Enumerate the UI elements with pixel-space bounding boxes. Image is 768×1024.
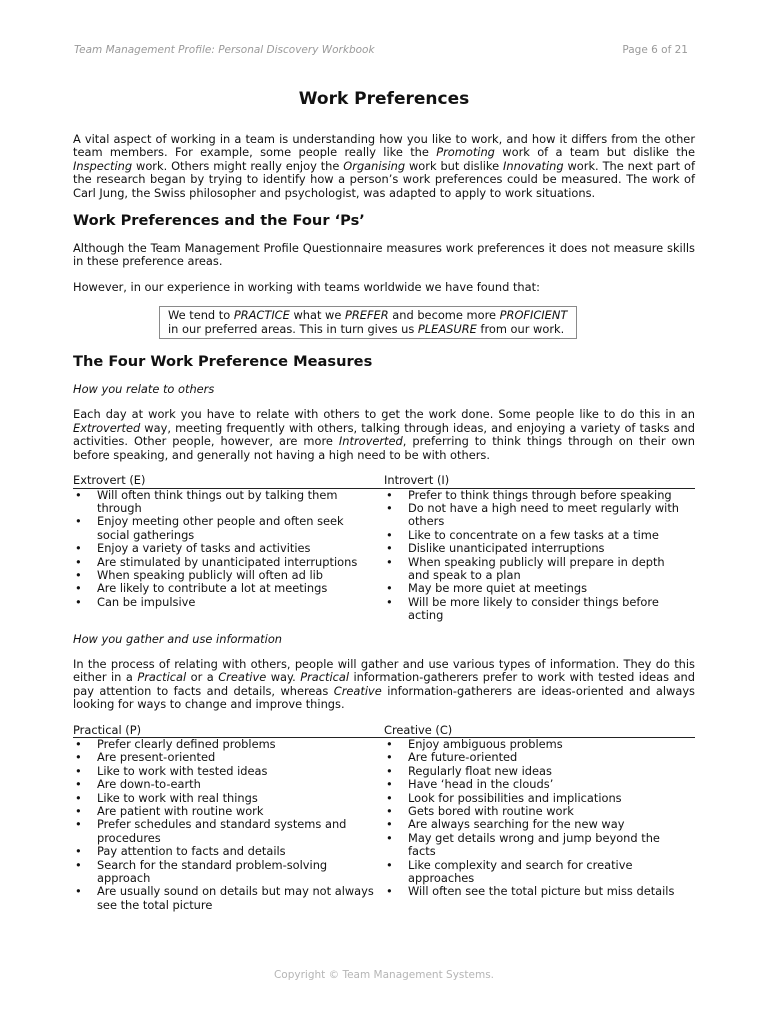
four-ps-quote-box: [159, 306, 577, 339]
list-item: • Like to concentrate on a few tasks at a time: [384, 529, 695, 542]
intro-paragraph: [73, 133, 695, 200]
emphasis-text: Introverted: [338, 434, 403, 449]
section-heading-four-ps: Work Preferences and the Four ‘Ps’: [73, 212, 365, 230]
page-header: [74, 44, 688, 56]
extrovert-introvert-table: [73, 474, 695, 622]
list-item: • Search for the standard problem-solving approach: [73, 859, 384, 886]
list-item: • Have ‘head in the clouds’: [384, 778, 695, 791]
list-item: • Are likely to contribute a lot at meetings: [73, 582, 384, 595]
list-item: • Do not have a high need to meet regularly with others: [384, 502, 695, 529]
practical-list: [73, 738, 384, 912]
list-item: • Look for possibilities and implications: [384, 792, 695, 805]
text-run: A vital aspect of working in a team is understanding how you like to work, and how it differs from the other team members. For example, some people really like the: [73, 132, 695, 160]
list-item: • Can be impulsive: [73, 596, 384, 609]
emphasis-text: Practical: [300, 670, 350, 685]
page-number: Page 6 of 21: [622, 44, 688, 56]
text-run: from our work.: [476, 321, 565, 336]
page-title: Work Preferences: [298, 89, 470, 109]
text-run: way.: [266, 670, 301, 685]
list-item: • Enjoy ambiguous problems: [384, 738, 695, 751]
creative-header: Creative (C): [384, 724, 695, 738]
text-run: , preferring to think things through on their own before speaking, and generally not having a high need to be with others.: [73, 434, 695, 462]
list-item: • Are present-oriented: [73, 751, 384, 764]
emphasis-text: PRACTICE: [233, 308, 290, 323]
text-run: way, meeting frequently with others, talking through ideas, and enjoying a variety of tasks and activities. Other people, however, are more: [73, 420, 695, 449]
list-item: • Prefer clearly defined problems: [73, 738, 384, 751]
emphasis-text: Creative: [333, 683, 382, 698]
relate-paragraph: [73, 408, 695, 462]
list-item: • Will often see the total picture but miss details: [384, 885, 695, 898]
list-item: • Enjoy a variety of tasks and activities: [73, 542, 384, 555]
emphasis-text: Organising: [343, 158, 406, 173]
list-item: • Pay attention to facts and details: [73, 845, 384, 858]
list-item: • Gets bored with routine work: [384, 805, 695, 818]
list-item: • Are patient with routine work: [73, 805, 384, 818]
list-item: • May get details wrong and jump beyond the facts: [384, 832, 695, 859]
list-item: • Regularly float new ideas: [384, 765, 695, 778]
page-footer: Copyright © Team Management Systems.: [273, 969, 495, 981]
emphasis-text: Practical: [137, 670, 187, 685]
text-run: work but dislike: [405, 158, 504, 173]
list-item: • Enjoy meeting other people and often seek social gatherings: [73, 515, 384, 542]
emphasis-text: PROFICIENT: [499, 308, 568, 323]
extrovert-list: [73, 489, 384, 610]
extrovert-header: Extrovert (E): [73, 474, 384, 488]
list-item: • Are usually sound on details but may not always see the total picture: [73, 885, 384, 912]
emphasis-text: Inspecting: [73, 158, 133, 173]
experience-paragraph: However, in our experience in working with teams worldwide we have found that:: [73, 279, 540, 294]
emphasis-text: Promoting: [436, 145, 495, 160]
text-run: or a: [186, 670, 219, 685]
list-item: • Prefer to think things through before speaking: [384, 489, 695, 502]
list-item: • Will be more likely to consider things before acting: [384, 596, 695, 623]
text-run: Each day at work you have to relate with others to get the work done. Some people like to do this in an: [73, 407, 695, 422]
subheading-relate: How you relate to others: [73, 382, 215, 397]
list-item: • May be more quiet at meetings: [384, 582, 695, 595]
list-item: • Are stimulated by unanticipated interruptions: [73, 556, 384, 569]
page-content: [73, 88, 695, 922]
text-run: in our preferred areas. This in turn gives us: [168, 321, 418, 336]
list-item: • Are down-to-earth: [73, 778, 384, 791]
emphasis-text: PREFER: [345, 308, 389, 323]
creative-list: [384, 738, 695, 899]
emphasis-text: Innovating: [503, 158, 564, 173]
list-item: • Will often think things out by talking them through: [73, 489, 384, 516]
list-item: • When speaking publicly will prepare in depth and speak to a plan: [384, 556, 695, 583]
list-item: • Like complexity and search for creative approaches: [384, 859, 695, 886]
introvert-header: Introvert (I): [384, 474, 695, 488]
text-run: work. Others might really enjoy the: [132, 158, 344, 173]
gather-paragraph: [73, 658, 695, 712]
text-run: work of a team but dislike the: [494, 145, 695, 160]
list-item: • Like to work with tested ideas: [73, 765, 384, 778]
text-run: what we: [289, 308, 345, 323]
list-item: • Prefer schedules and standard systems and procedures: [73, 818, 384, 845]
skills-paragraph: Although the Team Management Profile Questionnaire measures work preferences it does not measure skills in these preference areas.: [73, 241, 695, 269]
practical-creative-table: [73, 724, 695, 913]
subheading-gather: How you gather and use information: [73, 631, 283, 646]
list-item: • Dislike unanticipated interruptions: [384, 542, 695, 555]
introvert-list: [384, 489, 695, 623]
text-run: In the process of relating with others, people will gather and use various types of information. They do this either in a: [73, 656, 695, 685]
list-item: • Like to work with real things: [73, 792, 384, 805]
text-run: information-gatherers are ideas-oriented and always looking for ways to change and improve things.: [73, 683, 695, 712]
list-item: • Are future-oriented: [384, 751, 695, 764]
text-run: information-gatherers prefer to work with tested ideas and pay attention to facts and details, whereas: [73, 670, 695, 698]
emphasis-text: Extroverted: [73, 420, 141, 435]
emphasis-text: PLEASURE: [417, 321, 477, 336]
header-title: Team Management Profile: Personal Discovery Workbook: [74, 44, 375, 56]
emphasis-text: Creative: [218, 670, 267, 685]
section-heading-measures: The Four Work Preference Measures: [73, 353, 373, 371]
list-item: • When speaking publicly will often ad lib: [73, 569, 384, 582]
text-run: and become more: [388, 308, 500, 323]
list-item: • Are always searching for the new way: [384, 818, 695, 831]
practical-header: Practical (P): [73, 724, 384, 738]
text-run: work. The next part of the research began by trying to identify how a person’s work preferences could be measured. The work of Carl Jung, the Swiss philosopher and psychologist, was adapted to apply to work situations.: [73, 158, 696, 200]
text-run: We tend to: [168, 308, 234, 323]
